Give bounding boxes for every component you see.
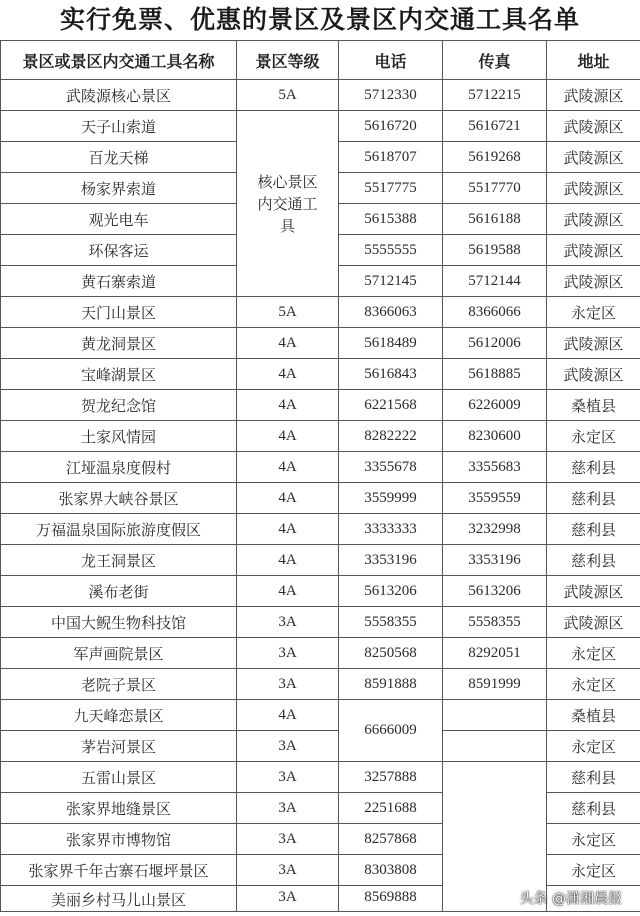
cell-grade: 4A xyxy=(237,483,339,514)
cell-address: 桑植县 xyxy=(547,700,640,731)
header-address: 地址 xyxy=(547,41,640,80)
cell-phone: 5558355 xyxy=(339,607,443,638)
table-header-row xyxy=(1,41,640,80)
cell-phone: 8366063 xyxy=(339,297,443,328)
cell-address: 永定区 xyxy=(547,669,640,700)
cell-fax: 8591999 xyxy=(443,669,547,700)
cell-name: 贺龙纪念馆 xyxy=(1,390,237,421)
header-name: 景区或景区内交通工具名称 xyxy=(1,41,237,80)
scenic-spot-table xyxy=(0,40,640,912)
cell-name: 天门山景区 xyxy=(1,297,237,328)
cell-grade-merged: 核心景区 内交通工 具 xyxy=(237,111,339,297)
cell-phone: 5517775 xyxy=(339,173,443,204)
cell-name: 黄龙洞景区 xyxy=(1,328,237,359)
cell-address: 慈利县 xyxy=(547,545,640,576)
cell-fax: 5618885 xyxy=(443,359,547,390)
cell-fax: 3353196 xyxy=(443,545,547,576)
cell-fax: 5616721 xyxy=(443,111,547,142)
cell-address: 武陵源区 xyxy=(547,328,640,359)
table-row xyxy=(1,390,640,421)
cell-phone: 6221568 xyxy=(339,390,443,421)
cell-name: 老院子景区 xyxy=(1,669,237,700)
cell-address: 武陵源区 xyxy=(547,576,640,607)
cell-phone: 8282222 xyxy=(339,421,443,452)
table-row xyxy=(1,297,640,328)
cell-phone: 5616843 xyxy=(339,359,443,390)
cell-fax: 5712215 xyxy=(443,80,547,111)
cell-fax: 3559559 xyxy=(443,483,547,514)
cell-address: 永定区 xyxy=(547,824,640,855)
cell-address: 慈利县 xyxy=(547,793,640,824)
cell-fax: 5613206 xyxy=(443,576,547,607)
table-row xyxy=(1,80,640,111)
cell-phone: 3355678 xyxy=(339,452,443,483)
table-row xyxy=(1,731,640,762)
cell-grade: 4A xyxy=(237,328,339,359)
cell-phone: 3559999 xyxy=(339,483,443,514)
cell-grade: 4A xyxy=(237,359,339,390)
cell-fax: 8292051 xyxy=(443,638,547,669)
cell-name: 黄石寨索道 xyxy=(1,266,237,297)
cell-phone-merged: 6666009 xyxy=(339,700,443,762)
table-row xyxy=(1,762,640,793)
cell-phone: 5555555 xyxy=(339,235,443,266)
cell-fax xyxy=(443,700,547,731)
table-row xyxy=(1,545,640,576)
cell-phone: 8250568 xyxy=(339,638,443,669)
cell-address: 武陵源区 xyxy=(547,142,640,173)
page-title: 实行免票、优惠的景区及景区内交通工具名单 xyxy=(59,5,580,34)
cell-fax: 5558355 xyxy=(443,607,547,638)
header-phone: 电话 xyxy=(339,41,443,80)
cell-grade: 3A xyxy=(237,855,339,886)
cell-grade: 4A xyxy=(237,545,339,576)
cell-grade: 4A xyxy=(237,421,339,452)
cell-name: 杨家界索道 xyxy=(1,173,237,204)
table-row xyxy=(1,483,640,514)
cell-name: 观光电车 xyxy=(1,204,237,235)
cell-address: 桑植县 xyxy=(547,390,640,421)
cell-name: 龙王洞景区 xyxy=(1,545,237,576)
cell-phone: 5613206 xyxy=(339,576,443,607)
cell-name: 五雷山景区 xyxy=(1,762,237,793)
table-row xyxy=(1,111,640,142)
cell-name: 张家界大峡谷景区 xyxy=(1,483,237,514)
cell-fax: 5612006 xyxy=(443,328,547,359)
cell-name: 中国大鲵生物科技馆 xyxy=(1,607,237,638)
cell-name: 环保客运 xyxy=(1,235,237,266)
cell-address: 永定区 xyxy=(547,638,640,669)
cell-address: 慈利县 xyxy=(547,452,640,483)
cell-name: 武陵源核心景区 xyxy=(1,80,237,111)
cell-address: 永定区 xyxy=(547,421,640,452)
cell-grade: 4A xyxy=(237,514,339,545)
cell-fax: 6226009 xyxy=(443,390,547,421)
cell-grade: 4A xyxy=(237,452,339,483)
cell-fax: 5712144 xyxy=(443,266,547,297)
cell-address: 武陵源区 xyxy=(547,204,640,235)
cell-phone: 8591888 xyxy=(339,669,443,700)
cell-name: 张家界千年古寨石堰坪景区 xyxy=(1,855,237,886)
cell-phone: 5616720 xyxy=(339,111,443,142)
cell-fax: 3355683 xyxy=(443,452,547,483)
cell-fax: 5616188 xyxy=(443,204,547,235)
cell-name: 美丽乡村马儿山景区 xyxy=(1,886,237,912)
cell-grade: 3A xyxy=(237,886,339,912)
cell-grade: 4A xyxy=(237,576,339,607)
cell-phone: 3353196 xyxy=(339,545,443,576)
header-fax: 传真 xyxy=(443,41,547,80)
cell-name: 天子山索道 xyxy=(1,111,237,142)
cell-name: 九天峰恋景区 xyxy=(1,700,237,731)
cell-name: 百龙天梯 xyxy=(1,142,237,173)
table-row xyxy=(1,700,640,731)
cell-fax: 8230600 xyxy=(443,421,547,452)
cell-address: 武陵源区 xyxy=(547,607,640,638)
cell-address: 永定区 xyxy=(547,855,640,886)
cell-address: 永定区 xyxy=(547,297,640,328)
table-row xyxy=(1,576,640,607)
table-row xyxy=(1,359,640,390)
cell-grade: 3A xyxy=(237,669,339,700)
cell-name: 土家风情园 xyxy=(1,421,237,452)
cell-fax: 5517770 xyxy=(443,173,547,204)
cell-address: 武陵源区 xyxy=(547,111,640,142)
cell-name: 江垭温泉度假村 xyxy=(1,452,237,483)
cell-name: 军声画院景区 xyxy=(1,638,237,669)
cell-grade: 3A xyxy=(237,731,339,762)
cell-address: 慈利县 xyxy=(547,514,640,545)
table-row xyxy=(1,328,640,359)
cell-phone: 8569888 xyxy=(339,886,443,912)
cell-phone: 5712330 xyxy=(339,80,443,111)
cell-fax: 5619588 xyxy=(443,235,547,266)
table-body xyxy=(1,80,640,912)
cell-fax: 8366066 xyxy=(443,297,547,328)
cell-phone: 3333333 xyxy=(339,514,443,545)
cell-fax: 5619268 xyxy=(443,142,547,173)
cell-address: 武陵源区 xyxy=(547,359,640,390)
cell-address: 永定区 xyxy=(547,731,640,762)
cell-name: 万福温泉国际旅游度假区 xyxy=(1,514,237,545)
cell-phone: 8257868 xyxy=(339,824,443,855)
cell-phone: 5618707 xyxy=(339,142,443,173)
cell-phone: 3257888 xyxy=(339,762,443,793)
cell-name: 溪布老街 xyxy=(1,576,237,607)
header-grade: 景区等级 xyxy=(237,41,339,80)
cell-address: 慈利县 xyxy=(547,483,640,514)
cell-name: 宝峰湖景区 xyxy=(1,359,237,390)
cell-grade: 4A xyxy=(237,390,339,421)
cell-address: 慈利县 xyxy=(547,762,640,793)
watermark: 头条 @潇湘晨报 xyxy=(519,891,622,907)
cell-phone: 5618489 xyxy=(339,328,443,359)
cell-name: 张家界地缝景区 xyxy=(1,793,237,824)
cell-address: 武陵源区 xyxy=(547,173,640,204)
cell-fax: 3232998 xyxy=(443,514,547,545)
table-row xyxy=(1,638,640,669)
cell-phone: 2251688 xyxy=(339,793,443,824)
cell-grade: 3A xyxy=(237,607,339,638)
cell-name: 茅岩河景区 xyxy=(1,731,237,762)
cell-address: 武陵源区 xyxy=(547,235,640,266)
cell-phone: 5712145 xyxy=(339,266,443,297)
table-row xyxy=(1,607,640,638)
cell-name: 张家界市博物馆 xyxy=(1,824,237,855)
cell-address: 武陵源区 xyxy=(547,80,640,111)
cell-grade: 3A xyxy=(237,762,339,793)
table-row xyxy=(1,514,640,545)
cell-phone: 8303808 xyxy=(339,855,443,886)
cell-grade: 5A xyxy=(237,297,339,328)
cell-grade: 5A xyxy=(237,80,339,111)
cell-phone: 5615388 xyxy=(339,204,443,235)
cell-grade: 4A xyxy=(237,700,339,731)
cell-grade: 3A xyxy=(237,824,339,855)
cell-fax xyxy=(443,731,547,762)
table-row xyxy=(1,452,640,483)
table-row xyxy=(1,421,640,452)
cell-address: 武陵源区 xyxy=(547,266,640,297)
cell-grade: 3A xyxy=(237,793,339,824)
cell-grade: 3A xyxy=(237,638,339,669)
table-row xyxy=(1,669,640,700)
